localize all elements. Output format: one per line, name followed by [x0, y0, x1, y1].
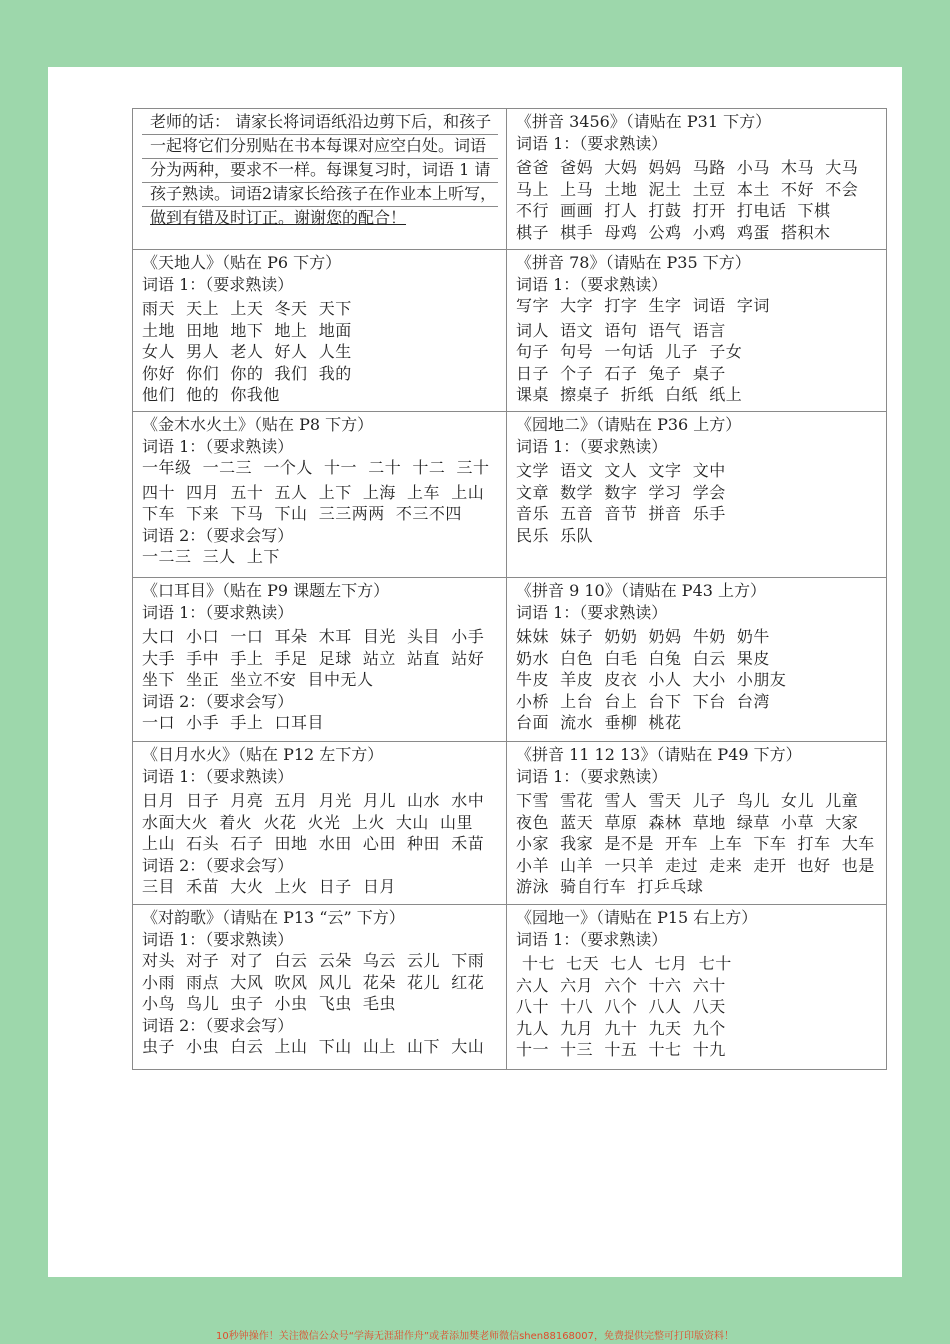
word-group-1-label: 词语 1：（要求熟读） [516, 274, 668, 294]
word-group-1-label: 词语 1：（要求熟读） [142, 436, 294, 456]
word-row: 水面大火 着火 火花 火光 上火 大山 山里 [142, 812, 474, 832]
word-row: 女人 男人 老人 好人 人生 [142, 342, 352, 361]
word-row: 三目 禾苗 大火 上火 日子 日月 [142, 877, 396, 896]
note-line: 孩子熟读。词语2请家长给孩子在作业本上听写， [142, 183, 498, 207]
section-tiandiren [133, 250, 507, 412]
word-row: 他们 他的 你我他 [142, 385, 280, 404]
note-line: 分为两种，要求不一样。每课复习时，词语 1 请 [142, 159, 498, 183]
word-group-1-label: 词语 1：（要求熟读） [516, 436, 668, 456]
word-row: 牛皮 羊皮 皮衣 小人 大小 小朋友 [516, 670, 787, 689]
teacher-note [133, 109, 507, 250]
table-row [133, 578, 887, 742]
table-row [133, 742, 887, 905]
section-pinyin910 [507, 578, 887, 742]
word-row: 雨天 天上 上天 冬天 天下 [142, 299, 352, 318]
section-title: 《园地一》（请贴在 P15 右上方） [516, 908, 758, 927]
table-row [133, 109, 887, 250]
word-group-2-label: 词语 2：（要求会写） [142, 855, 294, 875]
section-title: 《口耳目》（贴在 P9 课题左下方） [142, 581, 390, 600]
word-row: 棋子 棋手 母鸡 公鸡 小鸡 鸡蛋 搭积木 [516, 222, 831, 242]
section-title: 《拼音 11 12 13》（请贴在 P49 下方） [516, 745, 802, 764]
word-row: 土地 田地 地下 地上 地面 [142, 320, 352, 340]
word-row: 小羊 山羊 一只羊 走过 走来 走开 也好 也是 [516, 855, 875, 875]
word-row: 十七 七天 七人 七月 七十 [522, 954, 732, 973]
section-title: 《拼音 3456》（请贴在 P31 下方） [516, 112, 772, 131]
table-row [133, 412, 887, 578]
word-row: 八十 十八 八个 八人 八天 [516, 997, 726, 1016]
word-row: 马上 上马 土地 泥土 土豆 本土 不好 不会 [516, 179, 859, 199]
word-row: 大口 小口 一口 耳朵 木耳 目光 头目 小手 [142, 627, 485, 646]
section-riyue [133, 742, 507, 905]
table-row [133, 250, 887, 412]
word-group-2-label: 词语 2：（要求会写） [142, 525, 294, 545]
word-row: 夜色 蓝天 草原 森林 草地 绿草 小草 大家 [516, 812, 859, 832]
vocabulary-table [132, 108, 887, 1070]
word-row: 小雨 雨点 大风 吹风 风儿 花朵 花儿 红花 [142, 972, 485, 992]
word-row: 一二三 三人 上下 [142, 547, 280, 566]
word-group-1-label: 词语 1：（要求熟读） [516, 766, 668, 786]
word-group-1-label: 词语 1：（要求熟读） [142, 602, 294, 622]
word-row: 坐下 坐正 坐立不安 目中无人 [142, 670, 374, 689]
word-row: 大手 手中 手上 手足 足球 站立 站直 站好 [142, 648, 485, 668]
table-row [133, 905, 887, 1070]
section-yuandi2 [507, 412, 887, 578]
word-row: 文章 数学 数字 学习 学会 [516, 482, 726, 502]
section-title: 《园地二》（请贴在 P36 上方） [516, 415, 742, 434]
section-pinyin78 [507, 250, 887, 412]
section-title: 《金木水火土》（贴在 P8 下方） [142, 415, 374, 434]
word-group-1-label: 词语 1：（要求熟读） [516, 602, 668, 622]
word-group-1-label: 词语 1：（要求熟读） [516, 929, 668, 949]
word-row: 游泳 骑自行车 打乒乓球 [516, 877, 704, 896]
word-group-1-label: 词语 1：（要求熟读） [142, 929, 294, 949]
promo-footer: 10秒钟操作！关注微信公众号“学海无涯甜作舟”或者添加樊老师微信shen88168007，免费提供完整可打印版资料！ [215, 1331, 735, 1342]
word-row: 下车 下来 下马 下山 三三两两 不三不四 [142, 504, 462, 523]
word-row: 虫子 小虫 白云 上山 下山 山上 山下 大山 [142, 1037, 485, 1056]
section-title: 《对韵歌》（请贴在 P13 “云” 下方） [142, 908, 405, 927]
worksheet-page [48, 67, 902, 1277]
section-title: 《日月水火》（贴在 P12 左下方） [142, 745, 384, 764]
word-row: 你好 你们 你的 我们 我的 [142, 363, 352, 383]
word-row: 句子 句号 一句话 儿子 子女 [516, 342, 743, 361]
word-group-2-label: 词语 2：（要求会写） [142, 691, 294, 711]
word-row: 课桌 擦桌子 折纸 白纸 纸上 [516, 385, 743, 404]
word-row: 对头 对子 对了 白云 云朵 乌云 云儿 下雨 [142, 951, 485, 970]
word-row: 下雪 雪花 雪人 雪天 儿子 鸟儿 女儿 儿童 [516, 791, 859, 810]
word-row: 音乐 五音 音节 拼音 乐手 [516, 504, 726, 523]
word-row: 写字 大字 打字 生字 词语 字词 [516, 296, 770, 315]
word-group-1-label: 词语 1：（要求熟读） [516, 133, 668, 153]
word-row: 小桥 上台 台上 台下 下台 台湾 [516, 691, 770, 711]
section-yuandi1 [507, 905, 887, 1070]
word-row: 小鸟 鸟儿 虫子 小虫 飞虫 毛虫 [142, 994, 396, 1013]
word-row: 文学 语文 文人 文字 文中 [516, 461, 726, 480]
word-row: 上山 石头 石子 田地 水田 心田 种田 禾苗 [142, 834, 485, 853]
word-row: 妹妹 妹子 奶奶 奶妈 牛奶 奶牛 [516, 627, 770, 646]
section-pinyin111213 [507, 742, 887, 905]
word-row: 六人 六月 六个 十六 六十 [516, 975, 726, 995]
word-group-1-label: 词语 1：（要求熟读） [142, 274, 294, 294]
word-group-1-label: 词语 1：（要求熟读） [142, 766, 294, 786]
word-row: 一口 小手 手上 口耳目 [142, 713, 325, 732]
word-row: 小家 我家 是不是 开车 上车 下车 打车 大车 [516, 834, 875, 853]
word-row: 奶水 白色 白毛 白兔 白云 果皮 [516, 648, 770, 668]
word-row: 日月 日子 月亮 五月 月光 月儿 山水 水中 [142, 791, 485, 810]
section-kouermu [133, 578, 507, 742]
word-row: 日子 个子 石子 兔子 桌子 [516, 363, 726, 383]
word-row: 十一 十三 十五 十七 十九 [516, 1040, 726, 1059]
section-jinmu [133, 412, 507, 578]
word-row: 四十 四月 五十 五人 上下 上海 上车 上山 [142, 482, 485, 502]
section-pinyin3456 [507, 109, 887, 250]
word-row: 爸爸 爸妈 大妈 妈妈 马路 小马 木马 大马 [516, 158, 859, 177]
word-row: 台面 流水 垂柳 桃花 [516, 713, 682, 732]
word-row: 词人 语文 语句 语气 语言 [516, 320, 726, 340]
note-line: 老师的话： 请家长将词语纸沿边剪下后，和孩子 [142, 111, 498, 135]
section-title: 《拼音 78》（请贴在 P35 下方） [516, 253, 751, 272]
section-title: 《天地人》（贴在 P6 下方） [142, 253, 342, 272]
word-row: 九人 九月 九十 九天 九个 [516, 1018, 726, 1038]
section-duiyun [133, 905, 507, 1070]
word-row: 民乐 乐队 [516, 525, 594, 545]
word-group-2-label: 词语 2：（要求会写） [142, 1015, 294, 1035]
note-line: 做到有错及时订正。谢谢您的配合！ [150, 208, 407, 227]
word-row: 一年级 一二三 一个人 十一 二十 十二 三十 [142, 458, 490, 477]
word-row: 不行 画画 打人 打鼓 打开 打电话 下棋 [516, 201, 831, 220]
note-line: 一起将它们分别贴在书本每课对应空白处。词语 [142, 135, 498, 159]
section-title: 《拼音 9 10》（请贴在 P43 上方） [516, 581, 767, 600]
